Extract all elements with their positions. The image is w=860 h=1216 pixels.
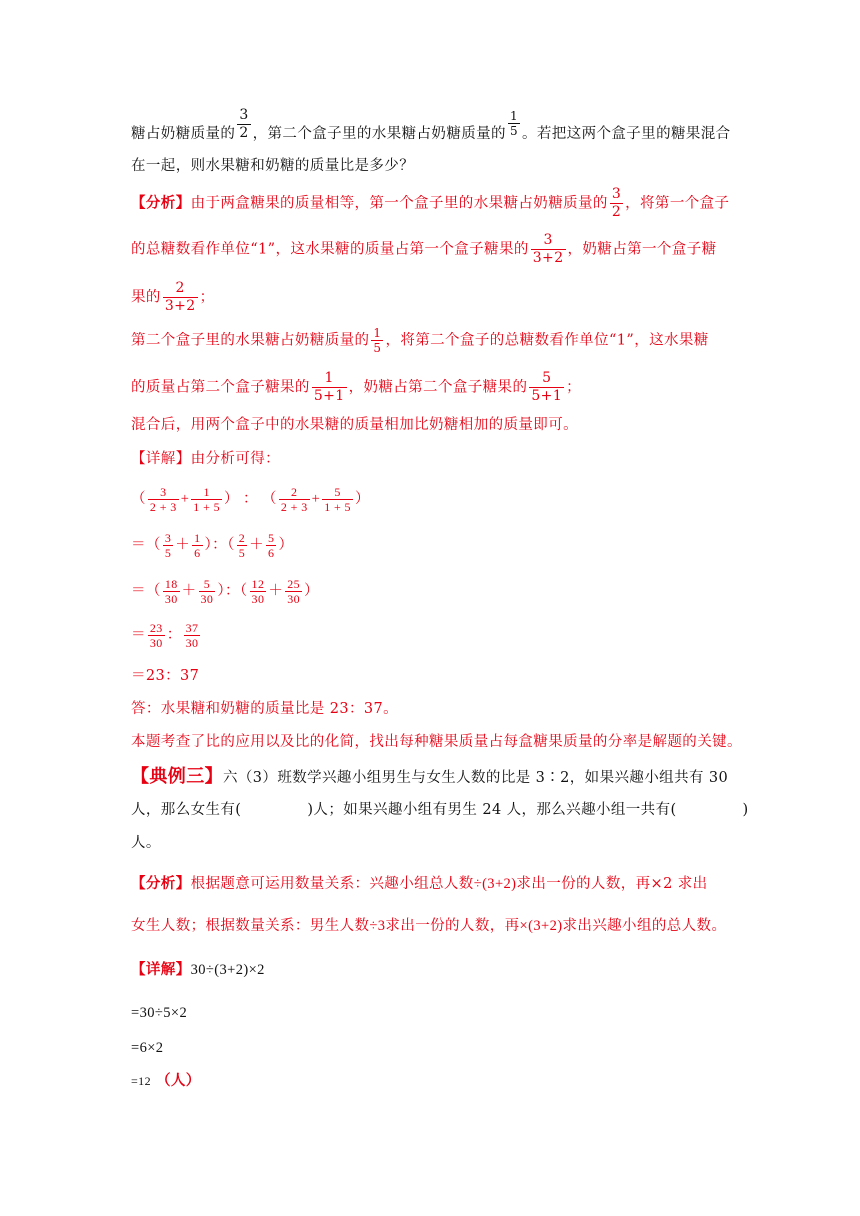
operator: ＋	[268, 582, 284, 599]
text: ，将第二个盒子的总糖数看作单位“1”，这水果糖	[385, 332, 709, 349]
unit-text: （人）	[155, 1072, 201, 1089]
fraction-numerator: 1	[191, 485, 222, 500]
problem-line-2: 在一起，则水果糖和奶糖的质量比是多少？	[131, 158, 415, 174]
fraction-denominator: 30	[149, 636, 163, 650]
text: ，第二个盒子里的水果糖占奶糖质量的	[252, 126, 506, 142]
fraction-denominator: 5	[509, 124, 518, 138]
fraction	[237, 531, 247, 560]
fraction	[250, 577, 267, 606]
detail2-line-2: =30÷5×2	[131, 1005, 188, 1021]
analysis-line-6: 混合后，用两个盒子中的水果糖的质量相加比奶糖相加的质量即可。	[131, 417, 578, 433]
fraction-denominator: 30	[251, 592, 265, 606]
fraction-denominator: 2 + 3	[149, 500, 177, 514]
paren: ）	[278, 536, 294, 553]
operator: ＋	[181, 582, 197, 599]
analysis2-line-1	[131, 874, 708, 894]
text: 求出一份的人数，再	[385, 918, 520, 934]
text: ；	[566, 379, 582, 396]
detail-step-5: ＝23：37	[131, 668, 200, 684]
fraction	[285, 577, 302, 606]
fraction-denominator: 30	[287, 592, 301, 606]
operator: +	[180, 490, 190, 507]
fraction	[322, 485, 353, 514]
paren: （	[261, 490, 277, 507]
fraction-denominator: 3+2	[164, 298, 196, 314]
fraction-denominator: 5	[164, 546, 172, 560]
text: 求出兴趣小组的总人数。	[562, 918, 727, 934]
analysis-line-1	[131, 186, 729, 221]
fraction-numerator: 3	[239, 107, 249, 123]
text: )人；如果兴趣小组有男生 24 人，那么兴趣小组一共有(	[307, 802, 677, 818]
detail-step-1	[131, 485, 370, 514]
text: ，奶糖占第一个盒子糖	[567, 241, 717, 258]
text: 女生人数；根据数量关系：男生人数	[131, 918, 370, 934]
text: 由于两盒糖果的质量相等，第一个盒子里的水果糖占奶糖质量的	[190, 195, 608, 212]
fraction-denominator: 30	[200, 592, 214, 606]
ratio-colon: ：	[166, 626, 182, 643]
fraction-numerator: 12	[251, 577, 265, 591]
detail2-line-3: =6×2	[131, 1040, 164, 1056]
paren: ）：（	[204, 536, 235, 553]
fraction	[529, 370, 564, 405]
fraction-numerator: 1	[194, 531, 201, 545]
fraction-numerator: 5	[529, 370, 564, 388]
math-expression: 30÷(3+2)×2	[190, 962, 265, 978]
note-line: 本题考查了比的应用以及比的化简，找出每种糖果质量占每盒糖果质量的分率是解题的关键。	[131, 734, 742, 750]
fraction-numerator: 25	[287, 577, 301, 591]
operator: ＋	[175, 536, 191, 553]
fraction-1-5	[508, 109, 520, 138]
analysis-line-2	[131, 232, 717, 267]
text: 的总糖数看作单位“1”，这水果糖的质量占第一个盒子糖果的	[131, 241, 529, 258]
fraction	[184, 621, 201, 650]
math-expression: ÷(3+2)	[473, 876, 517, 892]
fraction	[191, 485, 222, 514]
detail2-line-1	[131, 960, 265, 980]
equals: ＝（	[131, 582, 161, 599]
fraction	[610, 186, 623, 221]
fraction-denominator: 2	[611, 204, 622, 220]
text: 糖占奶糖质量的	[131, 126, 236, 142]
fraction-denominator: 5+1	[531, 388, 563, 404]
answer-line: 答：水果糖和奶糖的质量比是 23：37。	[131, 701, 399, 717]
paren: ）	[304, 582, 319, 599]
example-label: 【典例三】	[131, 766, 223, 787]
analysis-label: 【分析】	[131, 875, 191, 892]
fraction	[163, 577, 180, 606]
fraction-numerator: 3	[531, 232, 566, 250]
paren: ）	[224, 490, 239, 507]
text: ，奶糖占第二个盒子糖果的	[348, 379, 528, 396]
fraction	[371, 326, 383, 355]
fraction-denominator: 5	[238, 546, 246, 560]
fraction	[192, 531, 202, 560]
fraction-denominator: 1 + 5	[193, 500, 221, 514]
text: 第二个盒子里的水果糖占奶糖质量的	[131, 332, 370, 349]
fraction	[148, 485, 179, 514]
fraction-numerator: 5	[268, 531, 275, 545]
fraction-numerator: 5	[199, 577, 216, 592]
fraction	[163, 531, 173, 560]
fraction-numerator: 23	[149, 621, 163, 635]
fraction-numerator: 1	[509, 109, 518, 123]
detail-step-4	[131, 621, 202, 650]
paren: ）：（	[217, 582, 248, 599]
math-expression: =12	[131, 1074, 151, 1088]
text: 根据题意可运用数量关系：兴趣小组总人数	[190, 876, 474, 892]
text: 人，那么女生有(	[131, 802, 242, 818]
fraction-numerator: 2	[163, 280, 198, 298]
fraction-numerator: 5	[322, 485, 353, 500]
detail-step-2	[131, 531, 293, 560]
problem-line-1	[131, 107, 731, 144]
fraction-numerator: 2	[238, 531, 246, 545]
ratio-colon: ：	[242, 490, 258, 507]
text: 六（3）班数学兴趣小组男生与女生人数的比是 3∶2，如果兴趣小组共有 30	[223, 770, 729, 786]
paren: （	[131, 490, 146, 507]
analysis2-line-2	[131, 916, 726, 936]
fraction-denominator: 30	[164, 592, 178, 606]
fraction-numerator: 18	[164, 577, 178, 591]
fraction-numerator: 3	[164, 531, 172, 545]
text: 果的	[131, 289, 161, 306]
fraction	[279, 485, 310, 514]
fraction-3-2	[237, 107, 250, 142]
analysis-line-3	[131, 280, 214, 315]
fraction-numerator: 1	[373, 326, 382, 340]
analysis-label: 【分析】	[131, 194, 191, 212]
text: ，将第一个盒子	[625, 195, 730, 212]
math-expression: ×(3+2)	[519, 918, 563, 934]
text: )	[742, 802, 749, 818]
text: 求出一份的人数，再×2 求出	[516, 876, 708, 892]
fraction-denominator: 5	[373, 341, 382, 355]
fraction-numerator: 2	[279, 485, 310, 500]
analysis-line-4	[131, 326, 709, 355]
analysis-line-5	[131, 370, 581, 405]
fraction-denominator: 1 + 5	[324, 500, 351, 514]
fraction-denominator: 2	[239, 125, 249, 141]
fraction-numerator: 37	[185, 621, 199, 635]
fraction	[531, 232, 566, 267]
fraction-numerator: 3	[148, 485, 179, 500]
fraction	[163, 280, 198, 315]
detail-label: 【详解】	[131, 961, 191, 978]
fraction	[266, 531, 276, 560]
detail-step-3	[131, 577, 319, 606]
fraction-denominator: 6	[268, 546, 275, 560]
fraction-denominator: 3+2	[532, 250, 564, 266]
fraction	[148, 621, 165, 650]
example3-line-1	[131, 767, 728, 788]
fraction-denominator: 6	[194, 546, 201, 560]
fraction-denominator: 5+1	[313, 388, 345, 404]
fraction	[199, 577, 216, 606]
text: 的质量占第二个盒子糖果的	[131, 379, 310, 396]
detail2-line-4	[131, 1071, 201, 1091]
example3-line-3: 人。	[131, 835, 161, 851]
operator: +	[311, 490, 321, 507]
fraction	[312, 370, 347, 405]
fraction-denominator: 2 + 3	[280, 500, 308, 514]
equals: ＝（	[131, 536, 161, 553]
paren: ）	[354, 490, 370, 507]
operator: ＋	[249, 536, 265, 553]
text: ；	[199, 289, 215, 306]
fraction-numerator: 3	[611, 186, 622, 202]
fraction-denominator: 30	[185, 636, 199, 650]
math-expression: ÷3	[369, 918, 386, 934]
equals: ＝	[131, 626, 146, 643]
detail-label: 【详解】由分析可得：	[131, 451, 280, 467]
text: 。若把这两个盒子里的糖果混合	[521, 126, 731, 142]
fraction-numerator: 1	[312, 370, 347, 388]
example3-line-2	[131, 800, 749, 820]
